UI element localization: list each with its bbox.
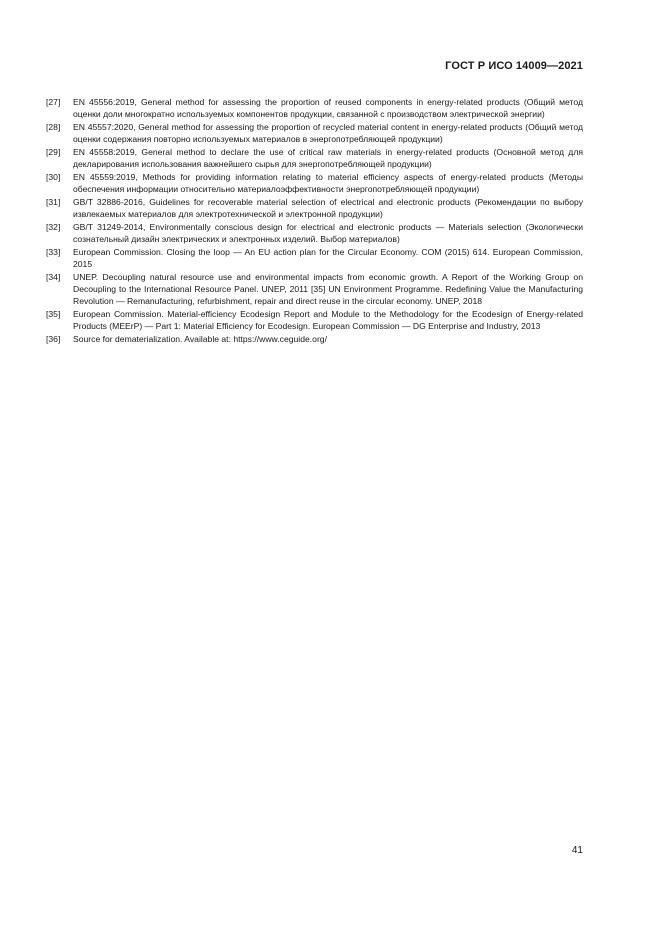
bibliography-entry xyxy=(46,221,583,245)
reference-text: UNEP. Decoupling natural resource use and environmental impacts from economic growth. A Report of the Working Group on Decoupling to the International Resource Panel. UNEP, 2011 [35] UN Environment Programme. Redefining Value the Manufacturing Revolution — Remanufacturing, refurbishment, repair and direct reuse in the circular economy. UNEP, 2018 xyxy=(73,272,583,307)
reference-number: [33] xyxy=(46,247,61,257)
reference-text: EN 45556:2019, General method for assessing the proportion of reused components in energy-related products (Общий метод оценки доли многократно используемых компонентов продукции, связанной с производством электрической энергии) xyxy=(73,97,583,120)
bibliography-entry xyxy=(46,146,583,170)
document-header: ГОСТ Р ИСО 14009—2021 xyxy=(445,60,583,72)
bibliography-list xyxy=(46,96,583,346)
reference-number: [29] xyxy=(46,147,61,157)
reference-text: GB/T 31249-2014, Environmentally conscious design for electrical and electronic products — Materials selection (Экологически сознательный дизайн электрических и электронных изделий. Выбор материалов) xyxy=(73,222,583,245)
bibliography-entry xyxy=(46,96,583,120)
reference-number: [36] xyxy=(46,334,61,345)
reference-number: [27] xyxy=(46,97,61,107)
reference-text: EN 45557:2020, General method for assessing the proportion of recycled material content in energy-related products (Общий метод оценки содержания повторно используемых материалов в энергопотребляющей продукции) xyxy=(73,122,583,145)
reference-number: [34] xyxy=(46,272,61,282)
reference-number: [35] xyxy=(46,309,61,320)
reference-number: [28] xyxy=(46,122,61,132)
page-number: 41 xyxy=(571,845,583,856)
reference-number: [30] xyxy=(46,172,61,182)
bibliography-entry xyxy=(46,308,583,332)
reference-number: [31] xyxy=(46,197,61,207)
bibliography-entry xyxy=(46,196,583,220)
reference-text: Source for dematerialization. Available at: https://www.ceguide.org/ xyxy=(73,334,327,345)
bibliography-entry xyxy=(46,171,583,195)
reference-text: European Commission. Material-efficiency Ecodesign Report and Module to the Methodology for the Ecodesign of Energy-related Products (MEErP) — Part 1: Material Efficiency for Ecodesign. European Commission — DG Enterprise and Industry, 2013 xyxy=(73,309,583,332)
bibliography-entry xyxy=(46,271,583,308)
reference-text: GB/T 32886-2016, Guidelines for recoverable material selection of electrical and electronic products (Рекомендации по выбору извлекаемых материалов для электротехнической и электронной продукции) xyxy=(73,197,583,220)
reference-number: [32] xyxy=(46,222,61,232)
reference-text: EN 45558:2019, General method to declare the use of critical raw materials in energy-related products (Основной метод для декларирования использования важнейшего сырья для энергопотребляющей продукции) xyxy=(73,147,583,170)
reference-text: EN 45559:2019, Methods for providing information relating to material efficiency aspects of energy-related products (Методы обеспечения информации относительно материалоэффективности энергопотребляющей продукции) xyxy=(73,172,583,195)
bibliography-entry xyxy=(46,333,583,345)
bibliography-entry xyxy=(46,121,583,145)
bibliography-entry xyxy=(46,246,583,270)
reference-text: European Commission. Closing the loop — An EU action plan for the Circular Economy. COM (2015) 614. European Commission, 2015 xyxy=(73,247,583,270)
